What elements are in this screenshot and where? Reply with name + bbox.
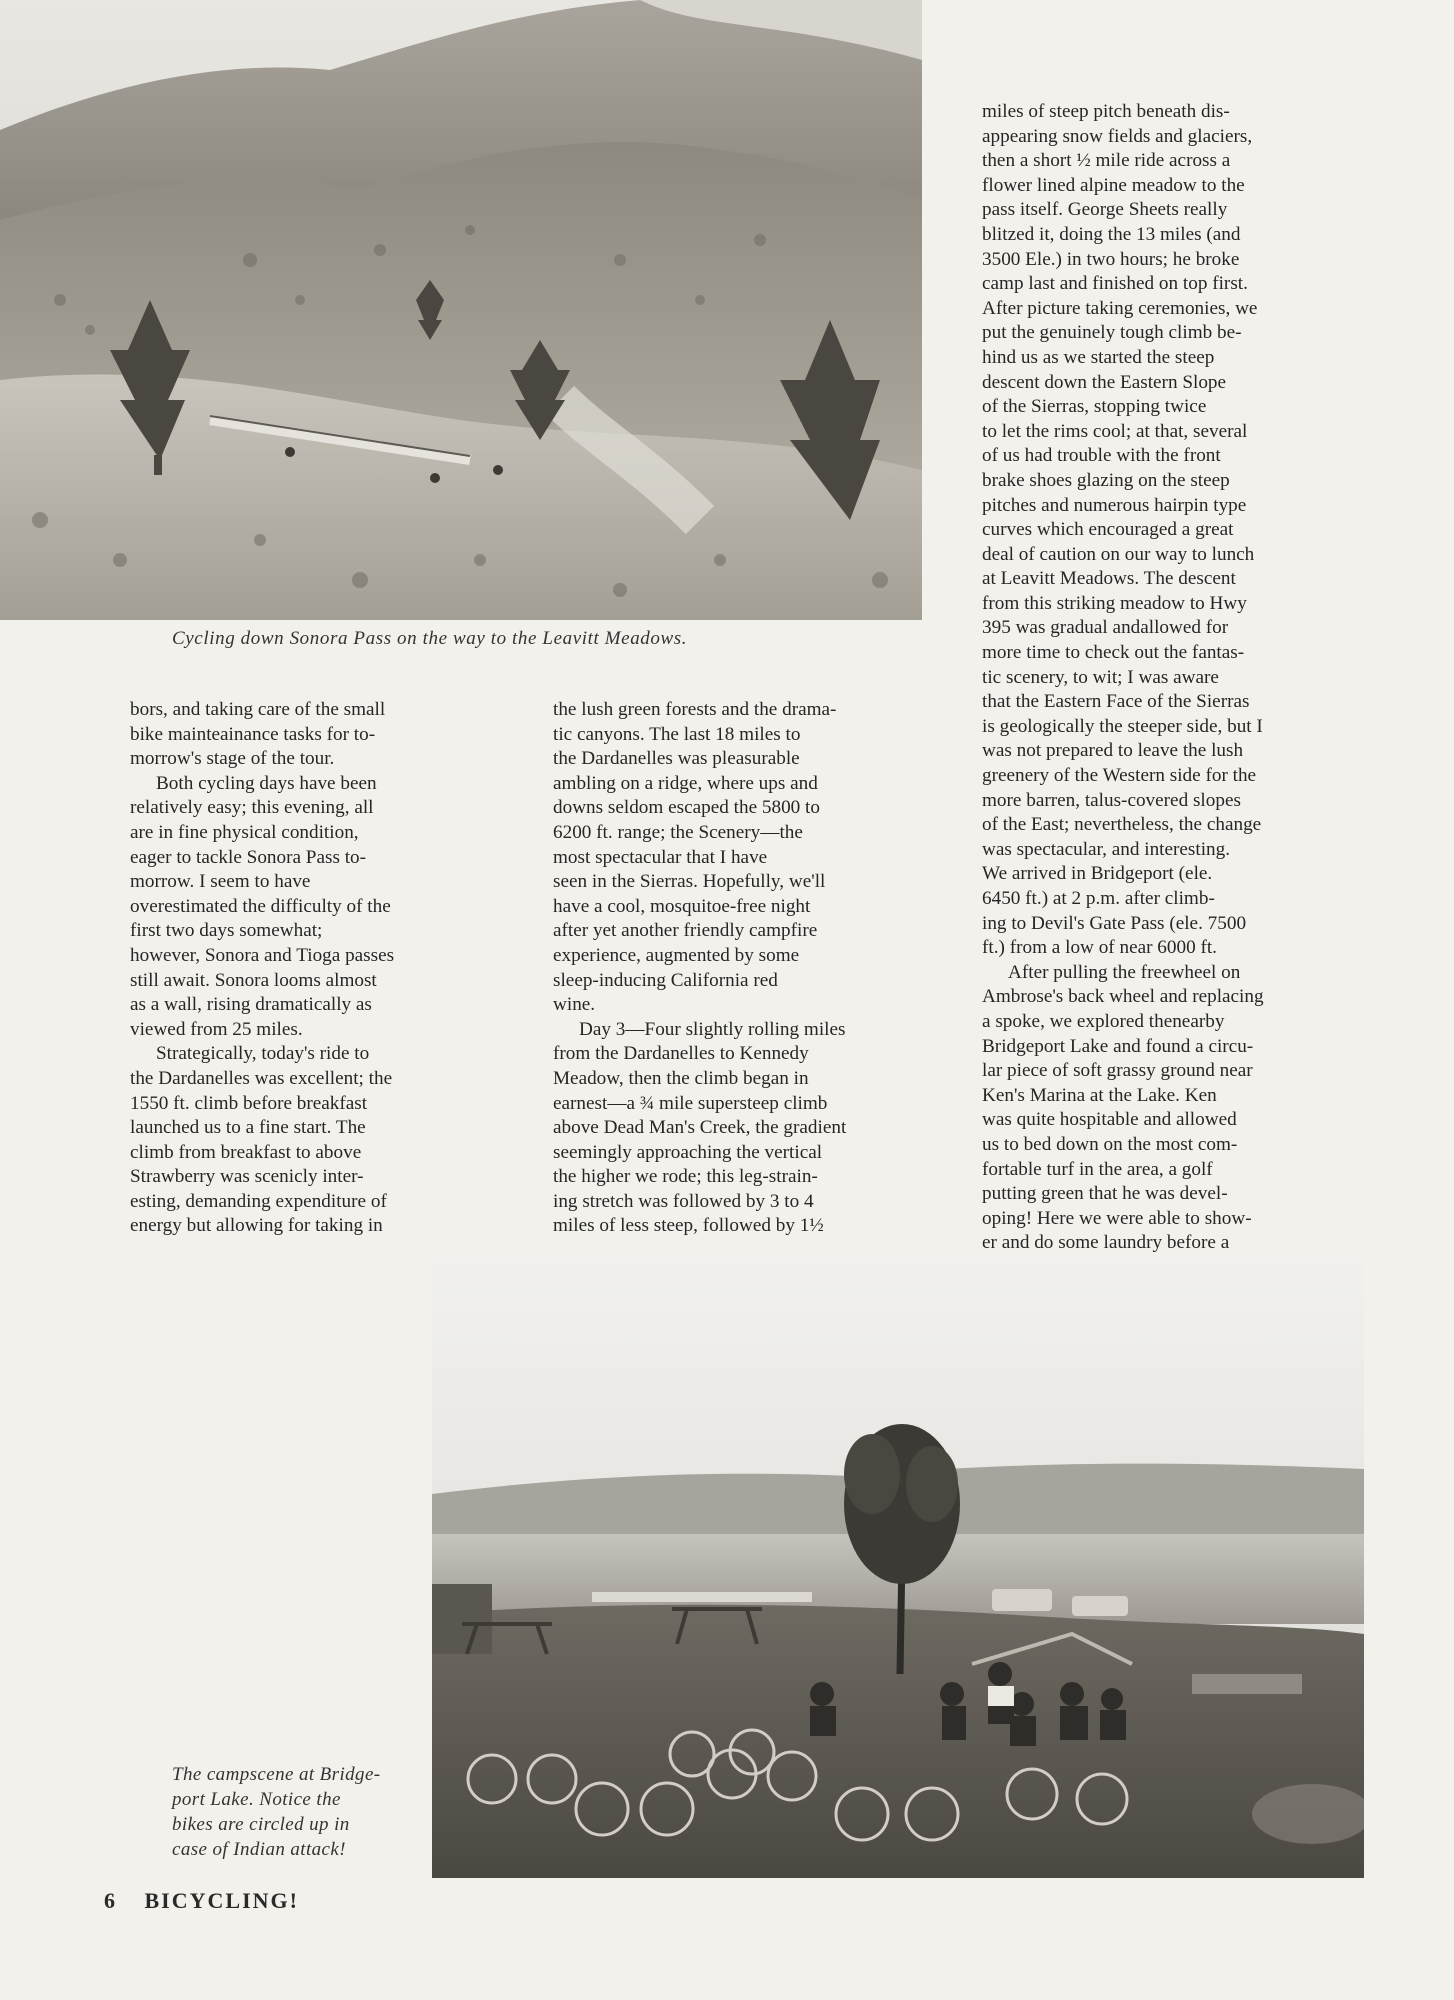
text-line: pitches and numerous hairpin type xyxy=(982,494,1247,516)
text-line: at Leavitt Meadows. The descent xyxy=(982,568,1236,590)
text-line: putting green that he was devel- xyxy=(982,1183,1228,1205)
text-line: bike mainteainance tasks for to- xyxy=(130,723,376,745)
text-line: tic scenery, to wit; I was aware xyxy=(982,666,1219,688)
bridgeport-lake-caption xyxy=(172,1762,402,1862)
text-line: was spectacular, and interesting. xyxy=(982,838,1231,860)
text-line: 395 was gradual andallowed for xyxy=(982,617,1229,639)
text-line: most spectacular that I have xyxy=(553,846,768,868)
text-line: bors, and taking care of the small xyxy=(130,699,386,720)
text-line: was quite hospitable and allowed xyxy=(982,1109,1237,1131)
text-line: morrow. I seem to have xyxy=(130,871,311,893)
text-line: is geologically the steeper side, but I xyxy=(982,715,1263,737)
page-footer xyxy=(104,1888,299,1914)
paragraph xyxy=(130,1042,475,1239)
text-line: 1550 ft. climb before breakfast xyxy=(130,1092,368,1114)
text-line: the Dardanelles was pleasurable xyxy=(553,748,800,770)
paragraph xyxy=(982,961,1342,1256)
text-line: from the Dardanelles to Kennedy xyxy=(553,1043,809,1065)
text-line: We arrived in Bridgeport (ele. xyxy=(982,863,1213,885)
text-line: are in fine physical condition, xyxy=(130,821,359,843)
text-line: esting, demanding expenditure of xyxy=(130,1190,387,1212)
text-line: ing to Devil's Gate Pass (ele. 7500 xyxy=(982,912,1247,934)
text-line: morrow's stage of the tour. xyxy=(130,748,335,770)
text-line: earnest—a ¾ mile supersteep climb xyxy=(553,1092,828,1114)
text-line: oping! Here we were able to show- xyxy=(982,1207,1252,1229)
text-line: of the East; nevertheless, the change xyxy=(982,814,1262,836)
caption-line: case of Indian attack! xyxy=(172,1839,346,1860)
text-line: After pulling the freewheel on xyxy=(1008,961,1241,983)
paragraph xyxy=(553,698,931,1018)
caption-line: bikes are circled up in xyxy=(172,1814,350,1835)
text-line: tic canyons. The last 18 miles to xyxy=(553,723,801,745)
text-line: that the Eastern Face of the Sierras xyxy=(982,691,1250,713)
text-line: Strategically, today's ride to xyxy=(156,1043,370,1065)
text-line: as a wall, rising dramatically as xyxy=(130,994,372,1016)
caption-line: port Lake. Notice the xyxy=(172,1789,341,1810)
text-line: lar piece of soft grassy ground near xyxy=(982,1060,1253,1082)
text-line: ambling on a ridge, where ups and xyxy=(553,772,818,794)
text-line: more time to check out the fantas- xyxy=(982,642,1245,664)
paragraph xyxy=(130,698,475,772)
text-line: relatively easy; this evening, all xyxy=(130,797,374,819)
text-line: eager to tackle Sonora Pass to- xyxy=(130,846,367,868)
text-line: Day 3—Four slightly rolling miles xyxy=(579,1018,846,1040)
text-line: was not prepared to leave the lush xyxy=(982,740,1244,762)
bridgeport-lake-image xyxy=(432,1254,1364,1878)
text-line: er and do some laundry before a xyxy=(982,1232,1230,1254)
text-line: climb from breakfast to above xyxy=(130,1141,362,1163)
article-column-3 xyxy=(982,100,1342,1256)
text-line: ing stretch was followed by 3 to 4 xyxy=(553,1190,814,1212)
text-line: seemingly approaching the vertical xyxy=(553,1141,823,1163)
text-line: brake shoes glazing on the steep xyxy=(982,469,1230,491)
text-line: us to bed down on the most com- xyxy=(982,1133,1238,1155)
text-line: Ambrose's back wheel and replacing xyxy=(982,986,1264,1008)
text-line: to let the rims cool; at that, several xyxy=(982,420,1248,442)
text-line: Strawberry was scenicly inter- xyxy=(130,1166,364,1188)
text-line: have a cool, mosquitoe-free night xyxy=(553,895,811,917)
paragraph xyxy=(982,100,1342,961)
text-line: curves which encouraged a great xyxy=(982,519,1234,541)
text-line: Bridgeport Lake and found a circu- xyxy=(982,1035,1254,1057)
article-column-2 xyxy=(553,698,931,1239)
text-line: downs seldom escaped the 5800 to xyxy=(553,797,820,819)
text-line: miles of less steep, followed by 1½ xyxy=(553,1215,824,1237)
text-line: 3500 Ele.) in two hours; he broke xyxy=(982,248,1240,270)
text-line: wine. xyxy=(553,994,596,1016)
text-line: appearing snow fields and glaciers, xyxy=(982,125,1253,147)
text-line: Both cycling days have been xyxy=(156,772,377,794)
text-line: pass itself. George Sheets really xyxy=(982,199,1228,221)
page-number: 6 xyxy=(104,1888,117,1913)
text-line: of us had trouble with the front xyxy=(982,445,1221,467)
text-line: camp last and finished on top first. xyxy=(982,273,1248,295)
text-line: after yet another friendly campfire xyxy=(553,920,818,942)
text-line: experience, augmented by some xyxy=(553,944,800,966)
sonora-pass-photo xyxy=(0,0,922,620)
text-line: then a short ½ mile ride across a xyxy=(982,150,1231,172)
sonora-pass-caption: Cycling down Sonora Pass on the way to the Leavitt Meadows. xyxy=(172,628,688,649)
text-line: Ken's Marina at the Lake. Ken xyxy=(982,1084,1217,1106)
text-line: greenery of the Western side for the xyxy=(982,765,1257,787)
text-line: launched us to a fine start. The xyxy=(130,1117,366,1139)
text-line: the Dardanelles was excellent; the xyxy=(130,1067,393,1089)
text-line: a spoke, we explored thenearby xyxy=(982,1010,1225,1032)
text-line: flower lined alpine meadow to the xyxy=(982,174,1245,196)
text-line: viewed from 25 miles. xyxy=(130,1018,303,1040)
article-column-1 xyxy=(130,698,475,1239)
text-line: the lush green forests and the drama- xyxy=(553,699,837,720)
text-line: however, Sonora and Tioga passes xyxy=(130,944,395,966)
text-line: energy but allowing for taking in xyxy=(130,1215,383,1237)
text-line: After picture taking ceremonies, we xyxy=(982,297,1258,319)
text-line: the higher we rode; this leg-strain- xyxy=(553,1166,818,1188)
text-line: put the genuinely tough climb be- xyxy=(982,322,1242,344)
text-line: more barren, talus-covered slopes xyxy=(982,789,1241,811)
text-line: of the Sierras, stopping twice xyxy=(982,396,1207,418)
paragraph xyxy=(130,772,475,1043)
text-line: above Dead Man's Creek, the gradient xyxy=(553,1117,847,1139)
text-line: seen in the Sierras. Hopefully, we'll xyxy=(553,871,826,893)
text-line: first two days somewhat; xyxy=(130,920,323,942)
text-line: deal of caution on our way to lunch xyxy=(982,543,1255,565)
text-line: blitzed it, doing the 13 miles (and xyxy=(982,223,1241,245)
text-line: from this striking meadow to Hwy xyxy=(982,592,1247,614)
text-line: 6450 ft.) at 2 p.m. after climb- xyxy=(982,888,1215,909)
text-line: overestimated the difficulty of the xyxy=(130,895,391,917)
bridgeport-lake-photo xyxy=(432,1254,1364,1878)
text-line: still await. Sonora looms almost xyxy=(130,969,377,991)
text-line: hind us as we started the steep xyxy=(982,346,1215,368)
text-line: fortable turf in the area, a golf xyxy=(982,1158,1213,1180)
text-line: miles of steep pitch beneath dis- xyxy=(982,101,1230,122)
text-line: descent down the Eastern Slope xyxy=(982,371,1227,393)
paragraph xyxy=(553,1018,931,1239)
sonora-pass-image xyxy=(0,0,922,620)
text-line: Meadow, then the climb began in xyxy=(553,1067,809,1089)
text-line: 6200 ft. range; the Scenery—the xyxy=(553,821,803,843)
text-line: ft.) from a low of near 6000 ft. xyxy=(982,937,1217,959)
caption-line: The campscene at Bridge- xyxy=(172,1764,381,1785)
magazine-name: BICYCLING! xyxy=(144,1888,299,1913)
text-line: sleep-inducing California red xyxy=(553,969,778,991)
